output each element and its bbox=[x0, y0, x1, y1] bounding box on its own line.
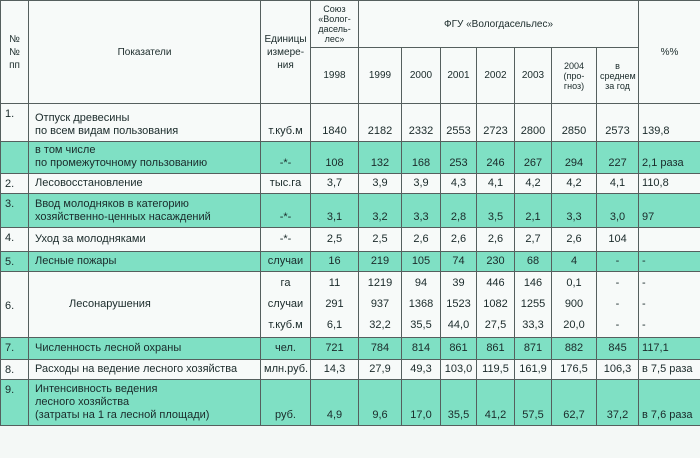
table-row bbox=[1, 360, 700, 380]
row-label: Уход за молодняками bbox=[29, 228, 261, 252]
table-row bbox=[1, 142, 700, 174]
row-value: 845 bbox=[597, 338, 639, 360]
row-value: 4,9 bbox=[311, 380, 359, 426]
row-value: 446 bbox=[486, 277, 505, 289]
row-value: 2573 bbox=[597, 104, 639, 142]
row-number: 4. bbox=[1, 228, 29, 252]
row-value: 2,6 bbox=[552, 228, 597, 252]
row-pct: - bbox=[642, 277, 646, 289]
row-value: 3,5 bbox=[477, 194, 515, 228]
row-value: 176,5 bbox=[552, 360, 597, 380]
row-value: - bbox=[615, 319, 620, 331]
row-value: - bbox=[597, 252, 639, 272]
row-unit: руб. bbox=[261, 380, 311, 426]
row-value: 1523 bbox=[446, 298, 471, 310]
row-pct bbox=[639, 228, 700, 252]
header-year: 1999 bbox=[359, 48, 402, 104]
row-value: 3,9 bbox=[402, 174, 441, 194]
row-pct: - bbox=[642, 319, 646, 331]
row-value: 11 bbox=[328, 277, 341, 289]
header-fgu: ФГУ «Вологдасельлес» bbox=[359, 1, 639, 48]
header-indicators: Показатели bbox=[29, 1, 261, 104]
row-value: 108 bbox=[311, 142, 359, 174]
row-unit: т.куб.м bbox=[268, 319, 303, 331]
row-value-stack bbox=[441, 272, 477, 338]
header-year: в среднем за год bbox=[597, 48, 639, 104]
row-pct: 97 bbox=[639, 194, 700, 228]
row-value: 291 bbox=[325, 298, 344, 310]
row-value: 4 bbox=[552, 252, 597, 272]
row-value: 3,9 bbox=[359, 174, 402, 194]
row-value: 871 bbox=[515, 338, 552, 360]
row-value: 3,3 bbox=[402, 194, 441, 228]
row-value: 41,2 bbox=[477, 380, 515, 426]
row-number bbox=[1, 142, 29, 174]
row-number: 5. bbox=[1, 252, 29, 272]
table-row bbox=[1, 380, 700, 426]
row-unit: га bbox=[280, 277, 291, 289]
row-label: в том числе по промежуточному пользованию bbox=[29, 142, 261, 174]
row-value: 62,7 bbox=[552, 380, 597, 426]
row-value: 35,5 bbox=[410, 319, 432, 331]
header-year: 2003 bbox=[515, 48, 552, 104]
row-value: - bbox=[615, 277, 620, 289]
row-value: 2850 bbox=[552, 104, 597, 142]
header-year: 2001 bbox=[441, 48, 477, 104]
row-unit: млн.руб. bbox=[261, 360, 311, 380]
row-value: 219 bbox=[359, 252, 402, 272]
row-value: 27,5 bbox=[484, 319, 507, 331]
header-num: №№ пп bbox=[1, 1, 29, 104]
row-value: 937 bbox=[370, 298, 390, 310]
row-value: 2,6 bbox=[477, 228, 515, 252]
row-value: 1255 bbox=[520, 298, 546, 310]
row-value: 246 bbox=[477, 142, 515, 174]
row-label: Отпуск древесины по всем видам пользования bbox=[29, 104, 261, 142]
row-value: 17,0 bbox=[402, 380, 441, 426]
row-value: 2,6 bbox=[402, 228, 441, 252]
row-value: 230 bbox=[477, 252, 515, 272]
table-row bbox=[1, 338, 700, 360]
row-value: 2,7 bbox=[515, 228, 552, 252]
header-pct: %% bbox=[639, 1, 700, 104]
header-units: Единицы измере- ния bbox=[261, 1, 311, 104]
row-value: 39 bbox=[452, 277, 465, 289]
row-value: 146 bbox=[523, 277, 543, 289]
row-value: 2,1 bbox=[515, 194, 552, 228]
row-unit: -*- bbox=[261, 228, 311, 252]
row-unit: -*- bbox=[261, 194, 311, 228]
row-value: 16 bbox=[311, 252, 359, 272]
header-year: 2002 bbox=[477, 48, 515, 104]
row-value: 814 bbox=[402, 338, 441, 360]
row-value: 1368 bbox=[408, 298, 434, 310]
row-value: 32,2 bbox=[369, 319, 391, 331]
row-value: 2800 bbox=[515, 104, 552, 142]
row-value: 4,3 bbox=[441, 174, 477, 194]
row-value: 168 bbox=[402, 142, 441, 174]
table-row bbox=[1, 252, 700, 272]
row-value: 0,1 bbox=[566, 277, 582, 289]
row-value: 132 bbox=[359, 142, 402, 174]
row-value: 3,3 bbox=[552, 194, 597, 228]
row-value: 2,5 bbox=[359, 228, 402, 252]
row-unit: случаи bbox=[261, 252, 311, 272]
row-label: Лесовосстановление bbox=[29, 174, 261, 194]
table-row bbox=[1, 228, 700, 252]
row-label: Расходы на ведение лесного хозяйства bbox=[29, 360, 261, 380]
row-value: 3,2 bbox=[359, 194, 402, 228]
row-pct: 2,1 раза bbox=[639, 142, 700, 174]
row-value: 94 bbox=[414, 277, 428, 289]
row-value: 227 bbox=[597, 142, 639, 174]
row-pct: 117,1 bbox=[639, 338, 700, 360]
row-value: 37,2 bbox=[597, 380, 639, 426]
row-value: 1219 bbox=[367, 277, 393, 289]
row-value: 57,5 bbox=[515, 380, 552, 426]
row-label: Лесные пожары bbox=[29, 252, 261, 272]
row-number: 6. bbox=[1, 272, 29, 338]
table-row bbox=[1, 194, 700, 228]
row-unit: -*- bbox=[261, 142, 311, 174]
row-number: 1. bbox=[1, 104, 29, 142]
row-value: 44,0 bbox=[447, 319, 470, 331]
row-pct: - bbox=[639, 252, 700, 272]
header-year: 1998 bbox=[311, 48, 359, 104]
table-row-violations bbox=[1, 272, 700, 338]
row-value: 784 bbox=[359, 338, 402, 360]
row-value-stack bbox=[552, 272, 597, 338]
row-value: 9,6 bbox=[359, 380, 402, 426]
row-value-stack bbox=[311, 272, 359, 338]
row-value: 161,9 bbox=[515, 360, 552, 380]
row-unit: тыс.га bbox=[261, 174, 311, 194]
row-number: 9. bbox=[1, 380, 29, 426]
row-value: - bbox=[615, 298, 620, 310]
row-unit: чел. bbox=[261, 338, 311, 360]
row-value-stack bbox=[477, 272, 515, 338]
row-unit: случаи bbox=[267, 298, 304, 310]
row-value: 6,1 bbox=[326, 319, 343, 331]
row-value: 2553 bbox=[441, 104, 477, 142]
row-value: 861 bbox=[441, 338, 477, 360]
row-pct: - bbox=[642, 298, 646, 310]
row-pct: 139,8 bbox=[639, 104, 700, 142]
row-value: 2723 bbox=[477, 104, 515, 142]
row-value-stack bbox=[515, 272, 552, 338]
row-value: 4,2 bbox=[515, 174, 552, 194]
row-number: 8. bbox=[1, 360, 29, 380]
row-value: 2332 bbox=[402, 104, 441, 142]
row-number: 3. bbox=[1, 194, 29, 228]
row-value: 1840 bbox=[311, 104, 359, 142]
row-value: 2,6 bbox=[441, 228, 477, 252]
row-value: 2,5 bbox=[311, 228, 359, 252]
row-value-stack bbox=[597, 272, 639, 338]
row-value: 294 bbox=[552, 142, 597, 174]
row-value: 49,3 bbox=[402, 360, 441, 380]
row-value: 119,5 bbox=[477, 360, 515, 380]
row-pct-stack bbox=[639, 272, 700, 338]
row-value: 106,3 bbox=[597, 360, 639, 380]
row-label: Лесонарушения bbox=[29, 272, 261, 338]
header-union: Союз «Волог- дасель- лес» bbox=[311, 1, 359, 48]
row-value: 4,2 bbox=[552, 174, 597, 194]
row-value: 2,8 bbox=[441, 194, 477, 228]
row-value: 900 bbox=[564, 298, 584, 310]
row-value: 267 bbox=[515, 142, 552, 174]
row-pct: в 7,5 раза bbox=[639, 360, 700, 380]
row-value: 74 bbox=[441, 252, 477, 272]
row-value: 105 bbox=[402, 252, 441, 272]
header-year: 2000 bbox=[402, 48, 441, 104]
row-number: 7. bbox=[1, 338, 29, 360]
row-value: 104 bbox=[597, 228, 639, 252]
header-year: 2004 (про- гноз) bbox=[552, 48, 597, 104]
table-row bbox=[1, 104, 700, 142]
row-value: 20,0 bbox=[563, 319, 585, 331]
row-value: 4,1 bbox=[597, 174, 639, 194]
row-label: Численность лесной охраны bbox=[29, 338, 261, 360]
row-value: 35,5 bbox=[441, 380, 477, 426]
row-value: 3,0 bbox=[597, 194, 639, 228]
row-unit-stack bbox=[261, 272, 311, 338]
row-value-stack bbox=[402, 272, 441, 338]
row-value: 68 bbox=[515, 252, 552, 272]
row-label: Ввод молодняков в категорию хозяйственно-ценных насаждений bbox=[29, 194, 261, 228]
row-pct: в 7,6 раза bbox=[639, 380, 700, 426]
row-value: 3,1 bbox=[311, 194, 359, 228]
row-value-stack bbox=[359, 272, 402, 338]
row-label: Интенсивность ведения лесного хозяйства (затраты на 1 га лесной площади) bbox=[29, 380, 261, 426]
row-value: 253 bbox=[441, 142, 477, 174]
row-unit: т.куб.м bbox=[261, 104, 311, 142]
row-number: 2. bbox=[1, 174, 29, 194]
row-value: 1082 bbox=[483, 298, 508, 310]
row-value: 861 bbox=[477, 338, 515, 360]
row-value: 103,0 bbox=[441, 360, 477, 380]
row-value: 882 bbox=[552, 338, 597, 360]
row-value: 33,3 bbox=[522, 319, 544, 331]
row-pct: 110,8 bbox=[639, 174, 700, 194]
table-row bbox=[1, 174, 700, 194]
row-value: 721 bbox=[311, 338, 359, 360]
row-value: 14,3 bbox=[311, 360, 359, 380]
row-value: 27,9 bbox=[359, 360, 402, 380]
row-value: 2182 bbox=[359, 104, 402, 142]
row-value: 4,1 bbox=[477, 174, 515, 194]
row-value: 3,7 bbox=[311, 174, 359, 194]
